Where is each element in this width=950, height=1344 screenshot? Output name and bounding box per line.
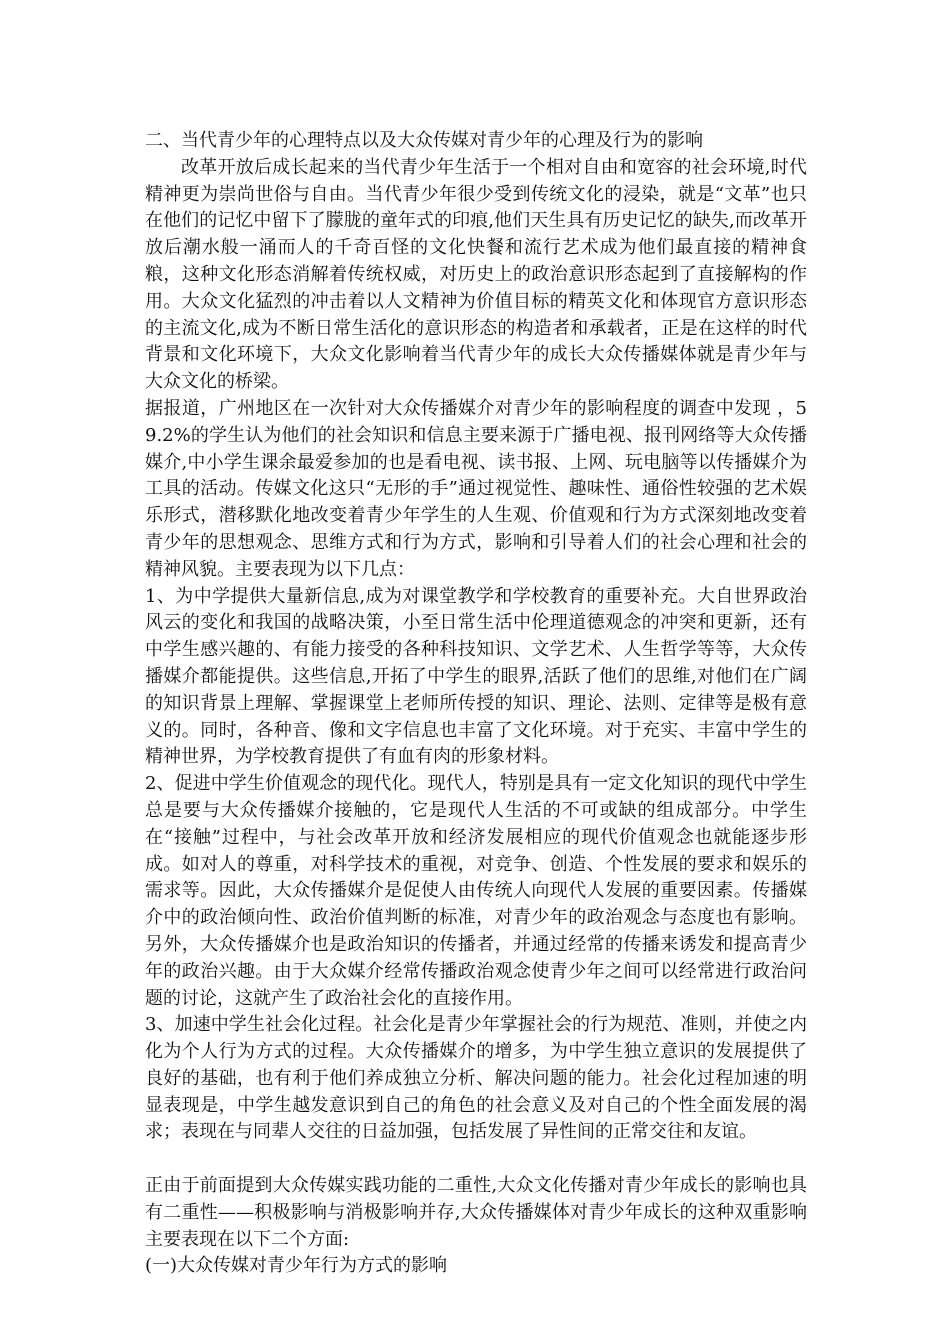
subsection-heading: (一)大众传媒对青少年行为方式的影响 [145,1255,448,1277]
document-body [145,128,807,1280]
paragraph-point-3: 3、加速中学生社会化过程。社会化是青少年掌握社会的行为规范、准则，并使之内化为个人行为方式的过程。大众传播媒介的增多，为中学生独立意识的发展提供了良好的基础，也有利于他们养成独立分析、解决问题的能力。社会化过程加速的明显表现是，中学生越发意识到自己的角色的社会意义及对自己的个性全面发展的渴求；表现在与同辈人交往的日益加强，包括发展了异性间的正常交往和友谊。 [145,1014,807,1143]
paragraph-intro: 改革开放后成长起来的当代青少年生活于一个相对自由和宽容的社会环境,时代精神更为崇尚世俗与自由。当代青少年很少受到传统文化的浸染，就是“文革”也只在他们的记忆中留下了朦胧的童年式的印痕,他们天生具有历史记忆的缺失,而改革开放后潮水般一涌而人的千奇百怪的文化快餐和流行艺术成为他们最直接的精神食粮，这种文化形态消解着传统权威，对历史上的政治意识形态起到了直接解构的作用。大众文化猛烈的冲击着以人文精神为价值目标的精英文化和体现官方意识形态的主流文化,成为不断日常生活化的意识形态的构造者和承载者，正是在这样的时代背景和文化环境下，大众文化影响着当代青少年的成长大众传播媒体就是青少年与大众文化的桥梁。 [145,156,807,393]
paragraph-point-2: 2、促进中学生价值观念的现代化。现代人，特别是具有一定文化知识的现代中学生总是要与大众传播媒介接触的，它是现代人生活的不可或缺的组成部分。中学生在“接触”过程中，与社会改革开放和经济发展相应的现代价值观念也就能逐步形成。如对人的尊重，对科学技术的重视，对竞争、创造、个性发展的要求和娱乐的需求等。因此，大众传播媒介是促使人由传统人向现代人发展的重要因素。传播媒介中的政治倾向性、政治价值判断的标准，对青少年的政治观念与态度也有影响。另外，大众传播媒介也是政治知识的传播者，并通过经常的传播来诱发和提高青少年的政治兴趣。由于大众媒介经常传播政治观念使青少年之间可以经常进行政治问题的讨论，这就产生了政治社会化的直接作用。 [145,773,807,1009]
paragraph-spacer [145,1146,807,1173]
paragraph-survey: 据报道，广州地区在一次针对大众传播媒介对青少年的影响程度的调查中发现 ，59.2%的学生认为他们的社会知识和信息主要来源于广播电视、报刊网络等大众传播媒介,中小学生课余最爱参加的也是看电视、读书报、上网、玩电脑等以传播媒介为工具的活动。传媒文化这只“无形的手”通过视觉性、趣味性、通俗性较强的艺术娱乐形式，潜移默化地改变着青少年学生的人生观、价值观和行为方式深刻地改变着青少年的思想观念、思维方式和行为方式，影响和引导着人们的社会心理和社会的精神风貌。主要表现为以下几点： [145,397,807,580]
paragraph-point-1: 1、为中学提供大量新信息,成为对课堂教学和学校教育的重要补充。大自世界政治风云的变化和我国的战略决策，小至日常生活中伦理道德观念的冲突和更新，还有中学生感兴趣的、有能力接受的各种科技知识、文学艺术、人生哲学等等，大众传播媒介都能提供。这些信息,开拓了中学生的眼界,活跃了他们的思维,对他们在广阔的知识背景上理解、掌握课堂上老师所传授的知识、理论、法则、定律等是极有意义的。同时，各种音、像和文字信息也丰富了文化环境。对于充实、丰富中学生的精神世界，为学校教育提供了有血有肉的形象材料。 [145,585,807,768]
paragraph-duality: 正由于前面提到大众传媒实践功能的二重性,大众文化传播对青少年成长的影响也具有二重性——积极影响与消极影响并存,大众传播媒体对青少年成长的这种双重影响主要表现在以下二个方面: [145,1175,807,1250]
section-heading: 二、当代青少年的心理特点以及大众传媒对青少年的心理及行为的影响 [145,130,703,151]
